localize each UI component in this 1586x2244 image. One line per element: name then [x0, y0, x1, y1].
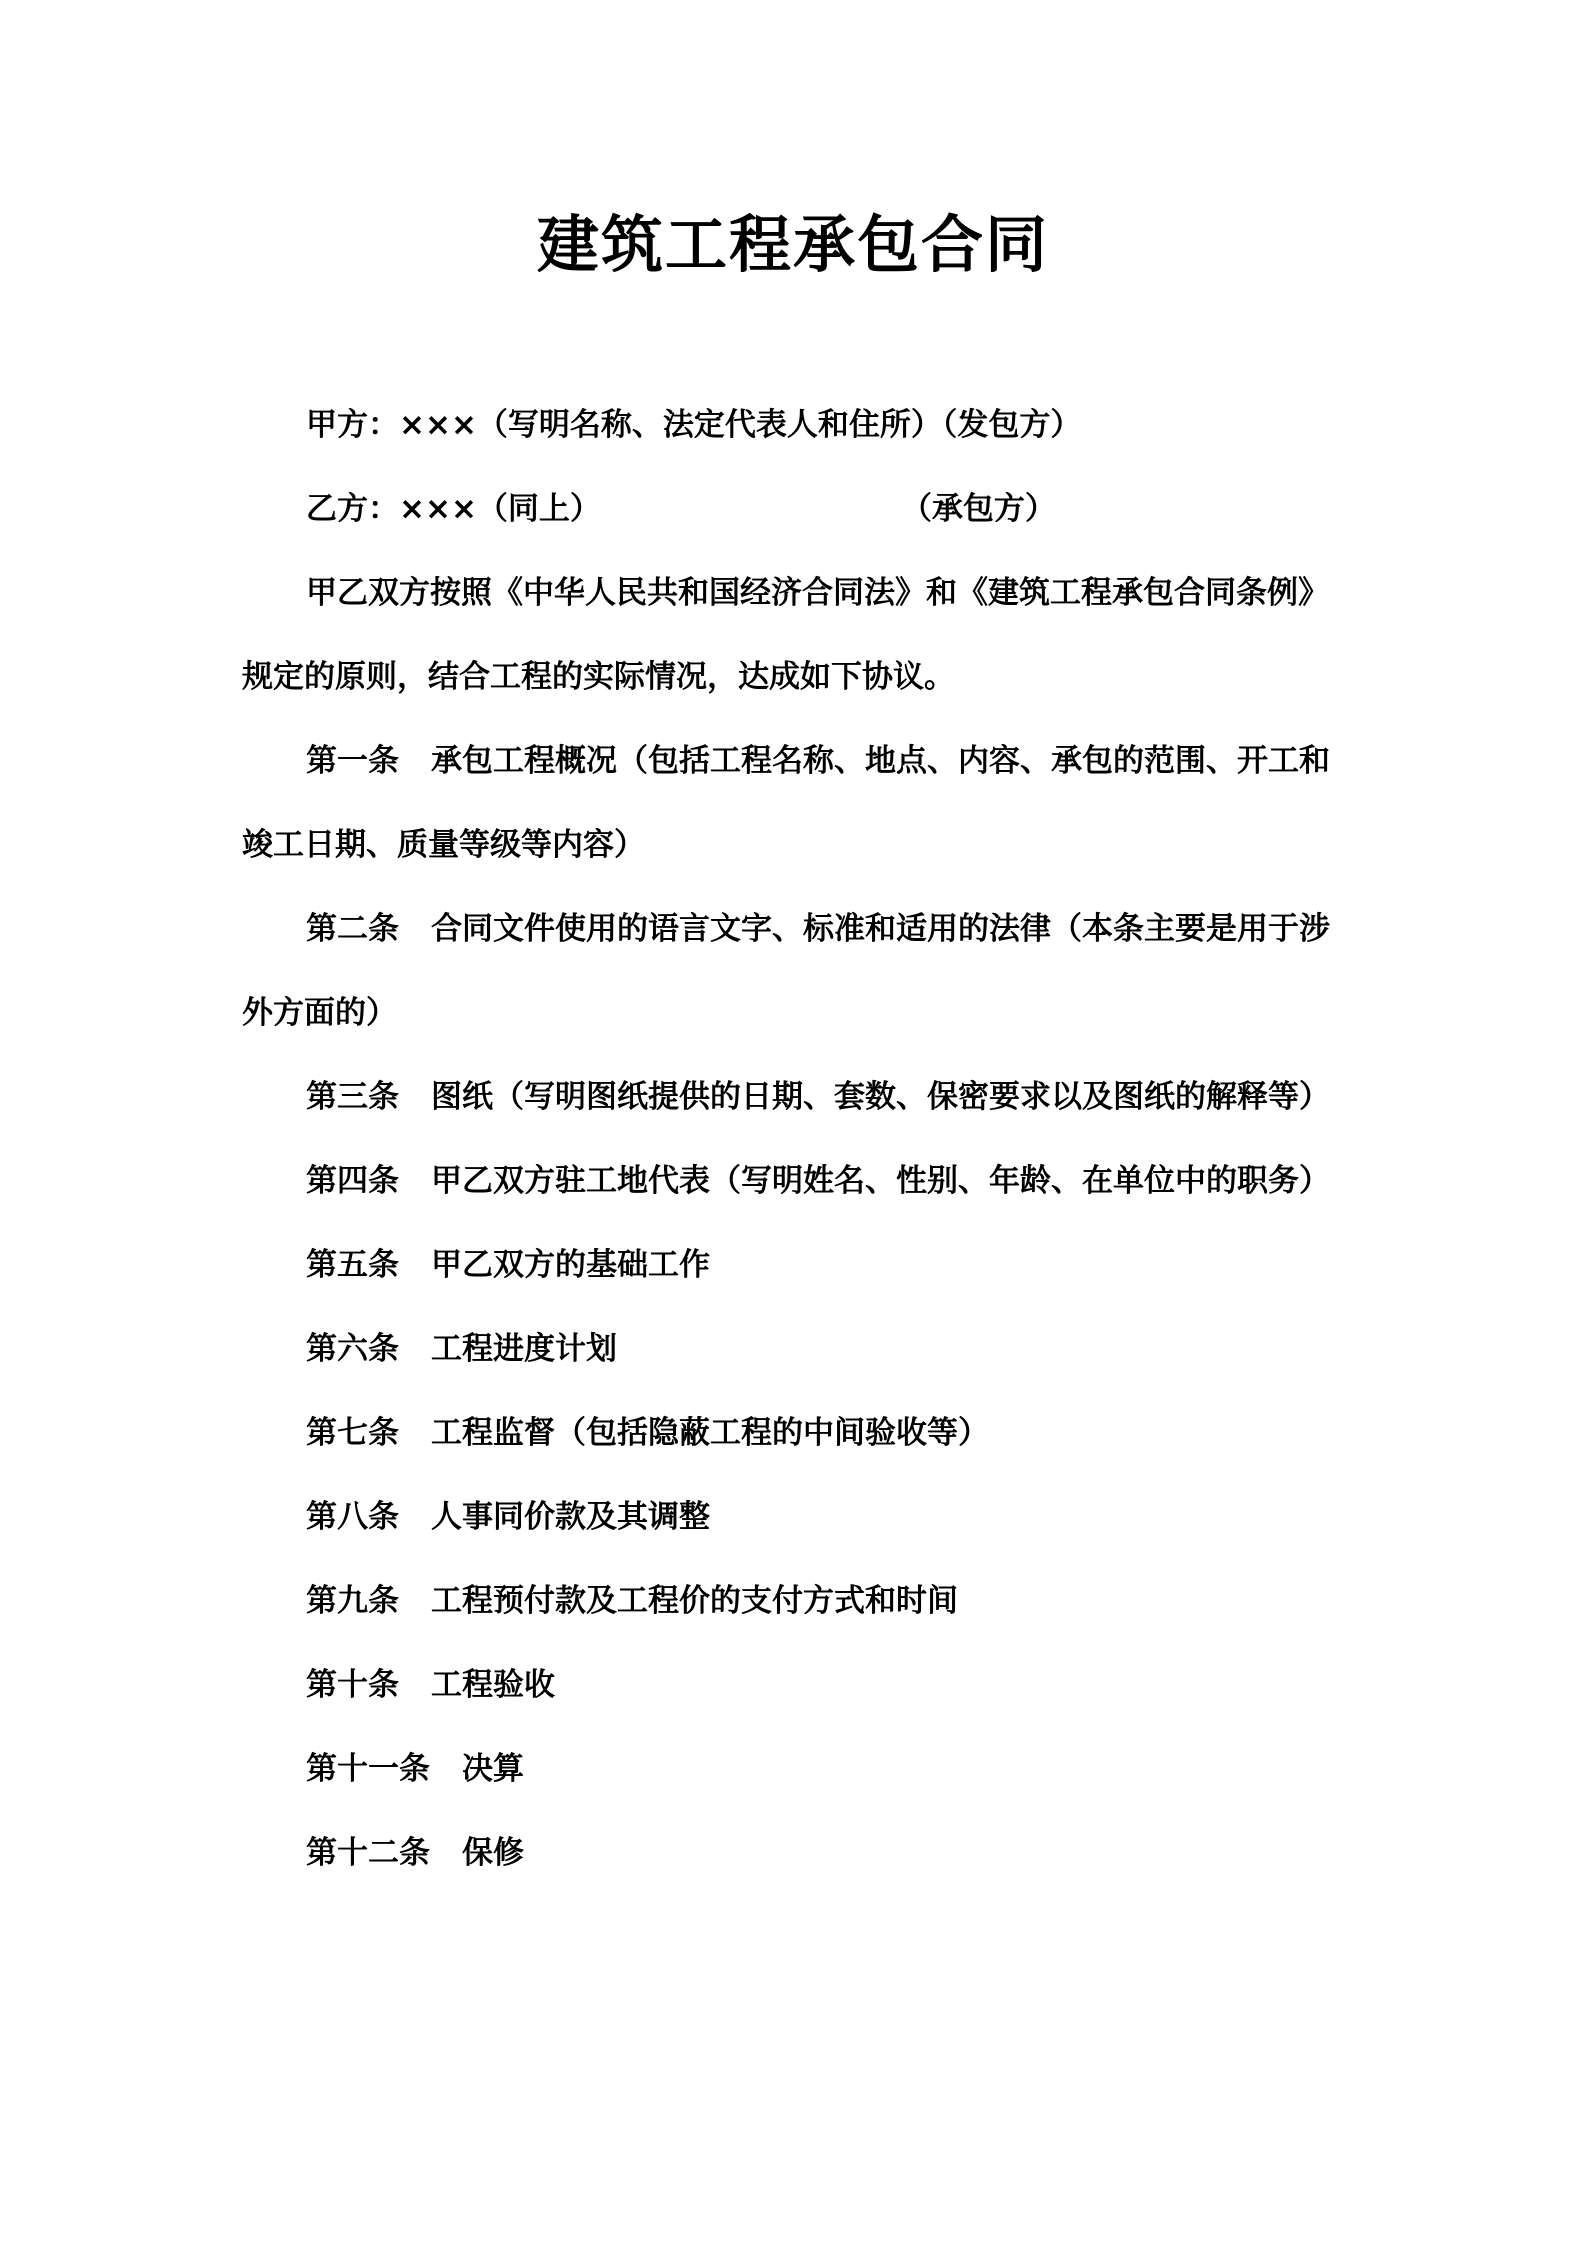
article-text: 工程验收 — [431, 1667, 555, 1703]
article-number: 第十一条 — [306, 1751, 430, 1787]
article-number: 第九条 — [306, 1583, 399, 1619]
article-9 — [242, 1559, 1342, 1643]
article-6 — [242, 1307, 1342, 1391]
article-8 — [242, 1475, 1342, 1559]
article-2 — [242, 887, 1342, 1055]
article-text: 甲乙双方驻工地代表（写明姓名、性别、年龄、在单位中的职务） — [431, 1163, 1330, 1199]
article-7 — [242, 1391, 1342, 1475]
article-5 — [242, 1223, 1342, 1307]
article-text: 图纸（写明图纸提供的日期、套数、保密要求以及图纸的解释等） — [431, 1079, 1330, 1115]
article-number: 第五条 — [306, 1247, 399, 1283]
article-10 — [242, 1643, 1342, 1727]
article-number: 第十二条 — [306, 1835, 430, 1871]
preamble-paragraph: 甲乙双方按照《中华人民共和国经济合同法》和《建筑工程承包合同条例》规定的原则，结合工程的实际情况，达成如下协议。 — [242, 575, 1329, 695]
article-text: 决算 — [462, 1751, 524, 1787]
party-b-line — [242, 467, 1342, 551]
party-a-line: 甲方：×××（写明名称、法定代表人和住所）（发包方） — [306, 407, 1082, 443]
article-text: 合同文件使用的语言文字、标准和适用的法律（本条主要是用于涉外方面的） — [242, 911, 1330, 1031]
article-number: 第二条 — [306, 911, 399, 947]
document-title: 建筑工程承包合同 — [536, 208, 1049, 281]
article-text: 保修 — [462, 1835, 524, 1871]
party-b-name: 乙方：×××（同上） — [306, 491, 601, 527]
article-11 — [242, 1727, 1342, 1811]
article-text: 甲乙双方的基础工作 — [431, 1247, 710, 1283]
article-number: 第七条 — [306, 1415, 399, 1451]
article-3 — [242, 1055, 1342, 1139]
article-number: 第十条 — [306, 1667, 399, 1703]
document-body — [242, 383, 1342, 1895]
article-number: 第三条 — [306, 1079, 399, 1115]
article-4 — [242, 1139, 1342, 1223]
article-text: 人事同价款及其调整 — [431, 1499, 710, 1535]
article-number: 第八条 — [306, 1499, 399, 1535]
party-b-role: （承包方） — [900, 491, 1056, 527]
article-number: 第六条 — [306, 1331, 399, 1367]
article-1 — [242, 719, 1342, 887]
article-number: 第四条 — [306, 1163, 399, 1199]
article-text: 工程监督（包括隐蔽工程的中间验收等） — [431, 1415, 989, 1451]
article-12 — [242, 1811, 1342, 1895]
article-number: 第一条 — [306, 743, 399, 779]
article-text: 工程进度计划 — [431, 1331, 617, 1367]
article-text: 工程预付款及工程价的支付方式和时间 — [431, 1583, 958, 1619]
article-text: 承包工程概况（包括工程名称、地点、内容、承包的范围、开工和竣工日期、质量等级等内容） — [242, 743, 1330, 863]
